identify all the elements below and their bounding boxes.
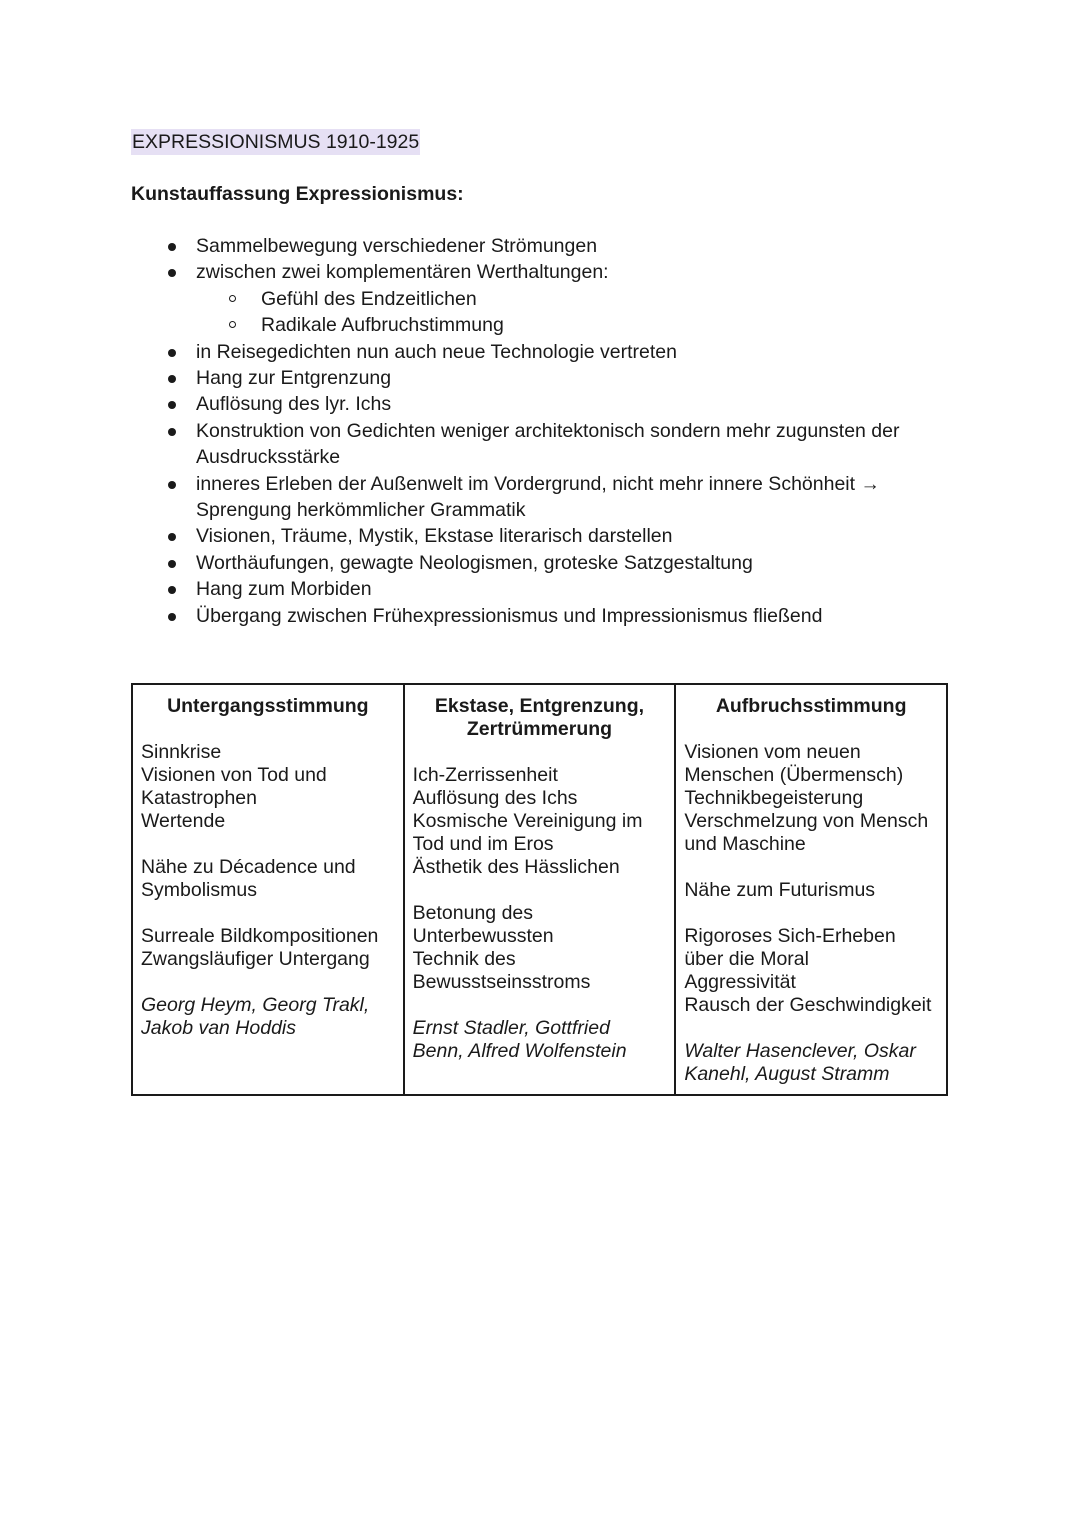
- column-heading: [413, 695, 667, 741]
- list-item: [131, 550, 951, 576]
- list-item-text: inneres Erleben der Außenwelt im Vordergrund, nicht mehr innere Schönheit → Sprengung herkömmlicher Grammatik: [196, 472, 880, 522]
- cell-line: Technikbegeisterung: [684, 787, 864, 809]
- comparison-table: [131, 683, 948, 1096]
- cell-line: Menschen (Übermensch): [684, 764, 904, 786]
- cell-line: über die Moral: [684, 948, 809, 970]
- list-item-text: Sammelbewegung verschiedener Strömungen: [196, 235, 598, 257]
- cell-line: Rigoroses Sich-Erheben: [684, 925, 896, 947]
- cell-line: Wertende: [141, 810, 226, 832]
- column-ekstase: [404, 684, 676, 1095]
- cell-line: Aggressivität: [684, 971, 796, 993]
- column-heading: [684, 695, 938, 718]
- list-item-text: Konstruktion von Gedichten weniger architektonisch sondern mehr zugunsten der Ausdrucksstärke: [196, 419, 900, 469]
- hollow-bullet-icon: [229, 295, 236, 302]
- document-title: EXPRESSIONISMUS 1910-1925: [132, 131, 420, 153]
- bullet-icon: [168, 269, 176, 277]
- hollow-bullet-icon: [229, 321, 236, 328]
- authors-line: Jakob van Hoddis: [141, 1017, 297, 1039]
- bullet-icon: [168, 560, 176, 568]
- spacer: [141, 833, 395, 856]
- authors-line: Kanehl, August Stramm: [684, 1063, 890, 1085]
- bullet-icon: [168, 375, 176, 383]
- cell-line: Ich-Zerrissenheit: [412, 764, 558, 786]
- list-item: [131, 418, 951, 471]
- bullet-icon: [168, 243, 176, 251]
- cell-line: Kosmische Vereinigung im: [412, 810, 643, 832]
- column-heading-text: Untergangsstimmung: [167, 695, 369, 717]
- sub-list-item: [196, 312, 951, 338]
- cell-line: und Maschine: [684, 833, 806, 855]
- cell-line: Visionen von Tod und: [141, 764, 327, 786]
- cell-line: Zwangsläufiger Untergang: [141, 948, 370, 970]
- bullet-icon: [168, 533, 176, 541]
- list-item-text: Hang zum Morbiden: [196, 578, 372, 601]
- bullet-list: [131, 233, 951, 629]
- cell-line: Rausch der Geschwindigkeit: [684, 994, 932, 1016]
- cell-line: Verschmelzung von Mensch: [684, 810, 929, 832]
- spacer: [684, 856, 938, 879]
- cell-line: Katastrophen: [141, 787, 258, 809]
- bullet-icon: [168, 586, 176, 594]
- spacer: [684, 1017, 938, 1040]
- authors-line: Walter Hasenclever, Oskar: [684, 1040, 916, 1062]
- cell-line: Nähe zu Décadence und: [141, 856, 356, 878]
- list-item: [131, 259, 951, 338]
- spacer: [684, 902, 938, 925]
- list-item-text: Übergang zwischen Frühexpressionismus und Impressionismus fließend: [196, 604, 823, 627]
- spacer: [141, 902, 395, 925]
- column-heading: [141, 695, 395, 718]
- cell-line: Unterbewussten: [412, 925, 554, 947]
- bullet-icon: [168, 481, 176, 489]
- bullet-icon: [168, 349, 176, 357]
- cell-line: Auflösung des Ichs: [412, 787, 578, 809]
- list-item-text: Visionen, Träume, Mystik, Ekstase literarisch darstellen: [196, 525, 673, 548]
- column-heading-text: Ekstase, Entgrenzung,: [434, 695, 645, 717]
- list-item: [131, 365, 951, 391]
- list-item-text: Auflösung des lyr. Ichs: [196, 393, 392, 416]
- list-item: [131, 576, 951, 602]
- cell-line: Betonung des: [412, 902, 534, 924]
- list-item: [131, 391, 951, 417]
- list-item-text: zwischen zwei komplementären Werthaltungen:: [196, 261, 609, 284]
- bullet-icon: [168, 428, 176, 436]
- spacer: [413, 994, 667, 1017]
- list-item: [131, 471, 951, 524]
- list-item: [131, 233, 951, 259]
- authors-line: Georg Heym, Georg Trakl,: [141, 994, 370, 1016]
- sub-bullet-list: [196, 286, 951, 339]
- authors-line: Ernst Stadler, Gottfried: [412, 1017, 610, 1039]
- document-body: [131, 129, 951, 629]
- sub-list-item: [196, 286, 951, 312]
- column-heading-text: Zertrümmerung: [466, 718, 613, 740]
- spacer: [413, 879, 667, 902]
- cell-line: Sinnkrise: [141, 741, 222, 763]
- list-item: [131, 523, 951, 549]
- column-heading-text: Aufbruchsstimmung: [715, 695, 907, 717]
- sub-list-item-text: Radikale Aufbruchstimmung: [261, 314, 504, 337]
- column-untergangsstimmung: [132, 684, 404, 1095]
- column-aufbruchsstimmung: [675, 684, 947, 1095]
- table-row: [132, 684, 947, 1095]
- list-item-text: Worthäufungen, gewagte Neologismen, groteske Satzgestaltung: [196, 551, 753, 574]
- cell-line: Nähe zum Futurismus: [684, 879, 876, 901]
- list-item-text: Hang zur Entgrenzung: [196, 367, 392, 390]
- list-item: [131, 603, 951, 629]
- bullet-icon: [168, 613, 176, 621]
- authors-line: Benn, Alfred Wolfenstein: [412, 1040, 627, 1062]
- spacer: [141, 971, 395, 994]
- cell-line: Ästhetik des Hässlichen: [412, 856, 620, 878]
- cell-line: Bewusstseinsstroms: [412, 971, 591, 993]
- cell-line: Surreale Bildkompositionen: [141, 925, 379, 947]
- sub-list-item-text: Gefühl des Endzeitlichen: [261, 287, 477, 310]
- bullet-icon: [168, 401, 176, 409]
- cell-line: Symbolismus: [141, 879, 257, 901]
- cell-line: Technik des: [412, 948, 516, 970]
- list-item: [131, 339, 951, 365]
- list-item-text: in Reisegedichten nun auch neue Technologie vertreten: [196, 340, 677, 363]
- cell-line: Visionen vom neuen: [684, 741, 861, 763]
- section-heading: Kunstauffassung Expressionismus:: [131, 183, 464, 205]
- cell-line: Tod und im Eros: [412, 833, 554, 855]
